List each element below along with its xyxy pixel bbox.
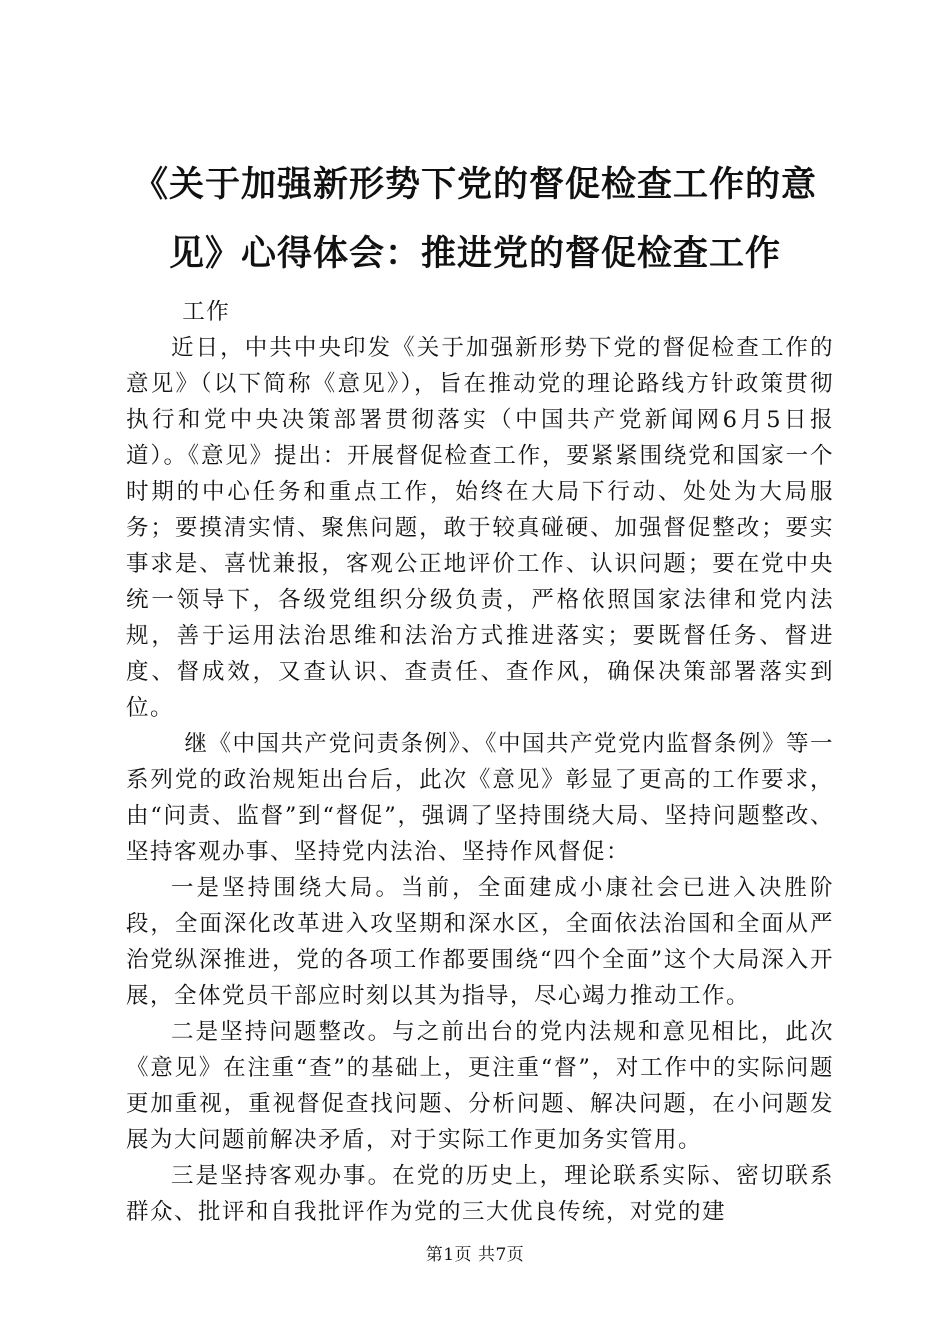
paragraph-point-2: 二是坚持问题整改。与之前出台的党内法规和意见相比，此次《意见》在注重“查”的基础上，更注重“督”，对工作中的实际问题更加重视，重视督促查找问题、分析问题、解决问题，在小问题发展为大问题前解决矛盾，对于实际工作更加务实管用。 bbox=[126, 1019, 834, 1153]
paragraph-context: 继《中国共产党问责条例》、《中国共产党党内监督条例》等一系列党的政治规矩出台后，此次《意见》彰显了更高的工作要求，由“问责、监督”到“督促”，强调了坚持围绕大局、坚持问题整改、坚持客观办事、坚持党内法治、坚持作风督促： bbox=[126, 731, 835, 865]
document-body bbox=[126, 294, 834, 1230]
paragraph-point-1: 一是坚持围绕大局。当前，全面建成小康社会已进入决胜阶段，全面深化改革进入攻坚期和深水区，全面依法治国和全面从严治党纵深推进，党的各项工作都要围绕“四个全面”这个大局深入开展，全体党员干部应时刻以其为指导，尽心竭力推动工作。 bbox=[126, 875, 834, 1009]
title-line-1: 《关于加强新形势下党的督促检查工作的意 bbox=[132, 164, 817, 205]
paragraph-point-3: 三是坚持客观办事。在党的历史上，理论联系实际、密切联系群众、批评和自我批评作为党的三大优良传统，对党的建 bbox=[126, 1163, 834, 1225]
paragraph-intro: 近日，中共中央印发《关于加强新形势下党的督促检查工作的意见》（以下简称《意见》），旨在推动党的理论路线方针政策贯彻执行和党中央决策部署贯彻落实（中国共产党新闻网6月5日报道）。《意见》提出：开展督促检查工作，要紧紧围绕党和国家一个时期的中心任务和重点工作，始终在大局下行动、处处为大局服务；要摸清实情、聚焦问题，敢于较真碰硬、加强督促整改；要实事求是、喜忧兼报，客观公正地评价工作、认识问题；要在党中央统一领导下，各级党组织分级负责，严格依照国家法律和党内法规，善于运用法治思维和法治方式推进落实；要既督任务、督进度、督成效，又查认识、查责任、查作风，确保决策部署落实到位。 bbox=[126, 335, 834, 721]
title-line-2: 见》心得体会：推进党的督促检查工作 bbox=[168, 233, 781, 274]
page-indicator: 第1页 共7页 bbox=[425, 1245, 525, 1265]
document-title bbox=[120, 150, 830, 288]
paragraph-kicker: 工作 bbox=[182, 299, 231, 325]
